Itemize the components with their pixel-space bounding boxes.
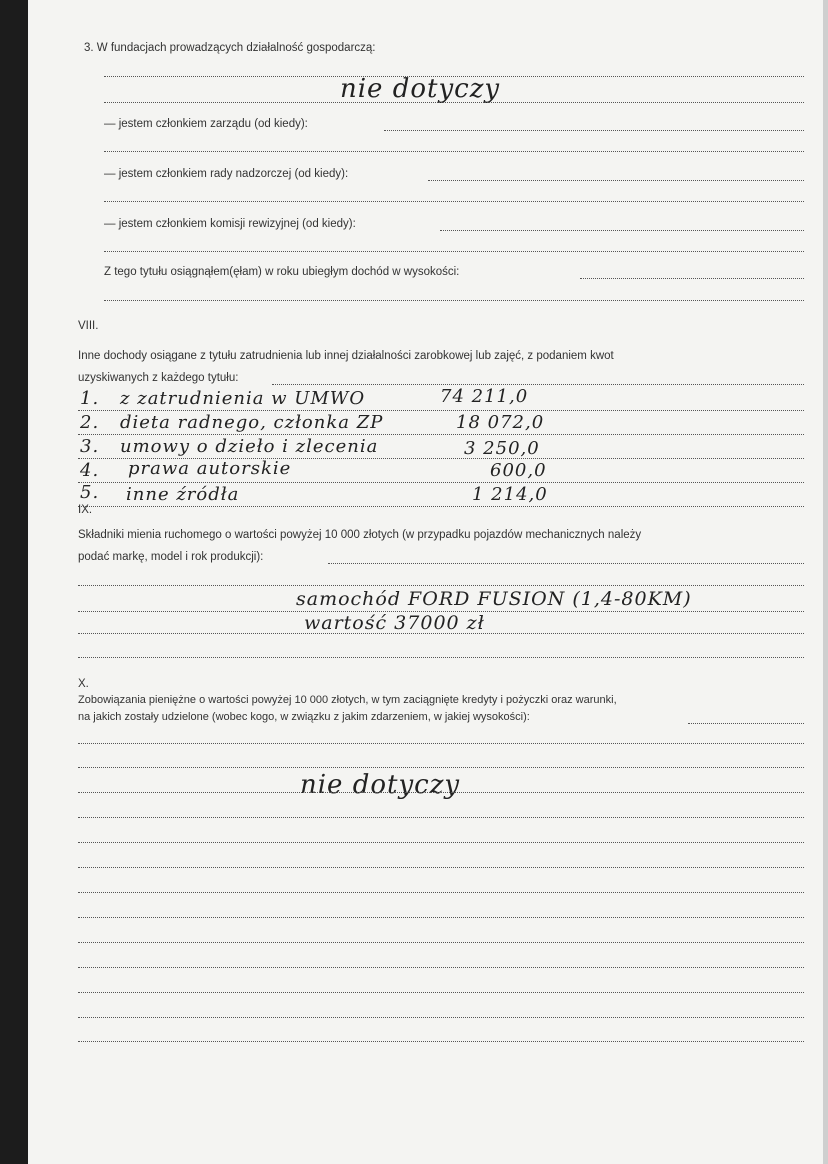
- section10-number: X.: [78, 678, 89, 690]
- rada-fill[interactable]: [428, 180, 804, 181]
- income-item-label: inne źródła: [126, 484, 240, 505]
- rada-label: — jestem członkiem rady nadzorczej (od kiedy):: [104, 168, 349, 180]
- income-item-number: 1.: [80, 388, 100, 409]
- income-item-label: prawa autorskie: [128, 458, 292, 479]
- fill-line[interactable]: [78, 867, 804, 868]
- fill-line[interactable]: [78, 633, 804, 634]
- section9-handwritten-line1: samochód FORD FUSION (1,4-80KM): [296, 588, 692, 610]
- fill-line[interactable]: [78, 792, 804, 793]
- fill-line[interactable]: [78, 892, 804, 893]
- section8-text-line1: Inne dochody osiągane z tytułu zatrudnienia lub innej działalności zarobkowej lub zajęć, z podaniem kwot: [78, 350, 614, 362]
- income-item-amount: 74 211,0: [440, 386, 529, 407]
- income-item-amount: 1 214,0: [472, 484, 548, 505]
- fill-line[interactable]: [78, 434, 804, 435]
- fill-line[interactable]: [104, 151, 804, 152]
- fill-line[interactable]: [78, 992, 804, 993]
- income-item-amount: 600,0: [490, 460, 547, 481]
- income-item-number: 2.: [80, 412, 100, 433]
- fill-line[interactable]: [78, 967, 804, 968]
- section3-handwritten: nie dotyczy: [340, 74, 501, 104]
- section3-heading: 3. W fundacjach prowadzących działalność gospodarczą:: [84, 42, 376, 54]
- fill-line[interactable]: [104, 102, 804, 103]
- section8-text-line2: uzyskiwanych z każdego tytułu:: [78, 372, 239, 384]
- fill-line[interactable]: [78, 1017, 804, 1018]
- declaration-page: [28, 0, 823, 1164]
- fill-line[interactable]: [78, 506, 804, 507]
- fill-line[interactable]: [104, 251, 804, 252]
- fill-line[interactable]: [78, 842, 804, 843]
- fill-line[interactable]: [104, 201, 804, 202]
- income-item-number: 3.: [80, 436, 100, 457]
- section10-text-line1: Zobowiązania pieniężne o wartości powyżej 10 000 złotych, w tym zaciągnięte kredyty i pożyczki oraz warunki,: [78, 694, 617, 706]
- section9-text-line2: podać markę, model i rok produkcji):: [78, 551, 264, 563]
- income-item-number: 4.: [80, 460, 100, 481]
- section9-handwritten-line2: wartość 37000 zł: [304, 612, 485, 634]
- scan-right-edge: [823, 0, 828, 1164]
- section8-number: VIII.: [78, 320, 99, 332]
- scan-dark-edge: [0, 0, 28, 1164]
- fill-line[interactable]: [78, 743, 804, 744]
- fill-line[interactable]: [78, 1041, 804, 1042]
- income-item-label: z zatrudnienia w UMWO: [120, 388, 366, 409]
- fill-line[interactable]: [78, 585, 804, 586]
- fill-line[interactable]: [78, 942, 804, 943]
- income-item-amount: 3 250,0: [464, 438, 540, 459]
- section8-fill[interactable]: [272, 384, 804, 385]
- income-item-label: umowy o dzieło i zlecenia: [120, 436, 379, 457]
- fill-line[interactable]: [78, 817, 804, 818]
- komisja-label: — jestem członkiem komisji rewizyjnej (od kiedy):: [104, 218, 356, 230]
- section10-fill[interactable]: [688, 723, 804, 724]
- fill-line[interactable]: [78, 657, 804, 658]
- dochod-fill[interactable]: [580, 278, 804, 279]
- section10-handwritten: nie dotyczy: [300, 770, 461, 800]
- section10-text-line2: na jakich zostały udzielone (wobec kogo, w związku z jakim zdarzeniem, w jakiej wysokości):: [78, 711, 530, 723]
- income-item-label: dieta radnego, członka ZP: [120, 412, 384, 433]
- income-item-amount: 18 072,0: [456, 412, 545, 433]
- zarzad-label: — jestem członkiem zarządu (od kiedy):: [104, 118, 308, 130]
- section9-text-line1: Składniki mienia ruchomego o wartości powyżej 10 000 złotych (w przypadku pojazdów mechanicznych należy: [78, 529, 642, 541]
- fill-line[interactable]: [78, 410, 804, 411]
- income-item-number: 5.: [80, 482, 100, 503]
- section9-number: IX.: [78, 504, 93, 516]
- fill-line[interactable]: [78, 917, 804, 918]
- fill-line[interactable]: [78, 482, 804, 483]
- fill-line[interactable]: [78, 767, 804, 768]
- section9-fill[interactable]: [328, 563, 804, 564]
- dochod-label: Z tego tytułu osiągnąłem(ęłam) w roku ubiegłym dochód w wysokości:: [104, 266, 460, 278]
- fill-line[interactable]: [104, 300, 804, 301]
- komisja-fill[interactable]: [440, 230, 804, 231]
- zarzad-fill[interactable]: [384, 130, 804, 131]
